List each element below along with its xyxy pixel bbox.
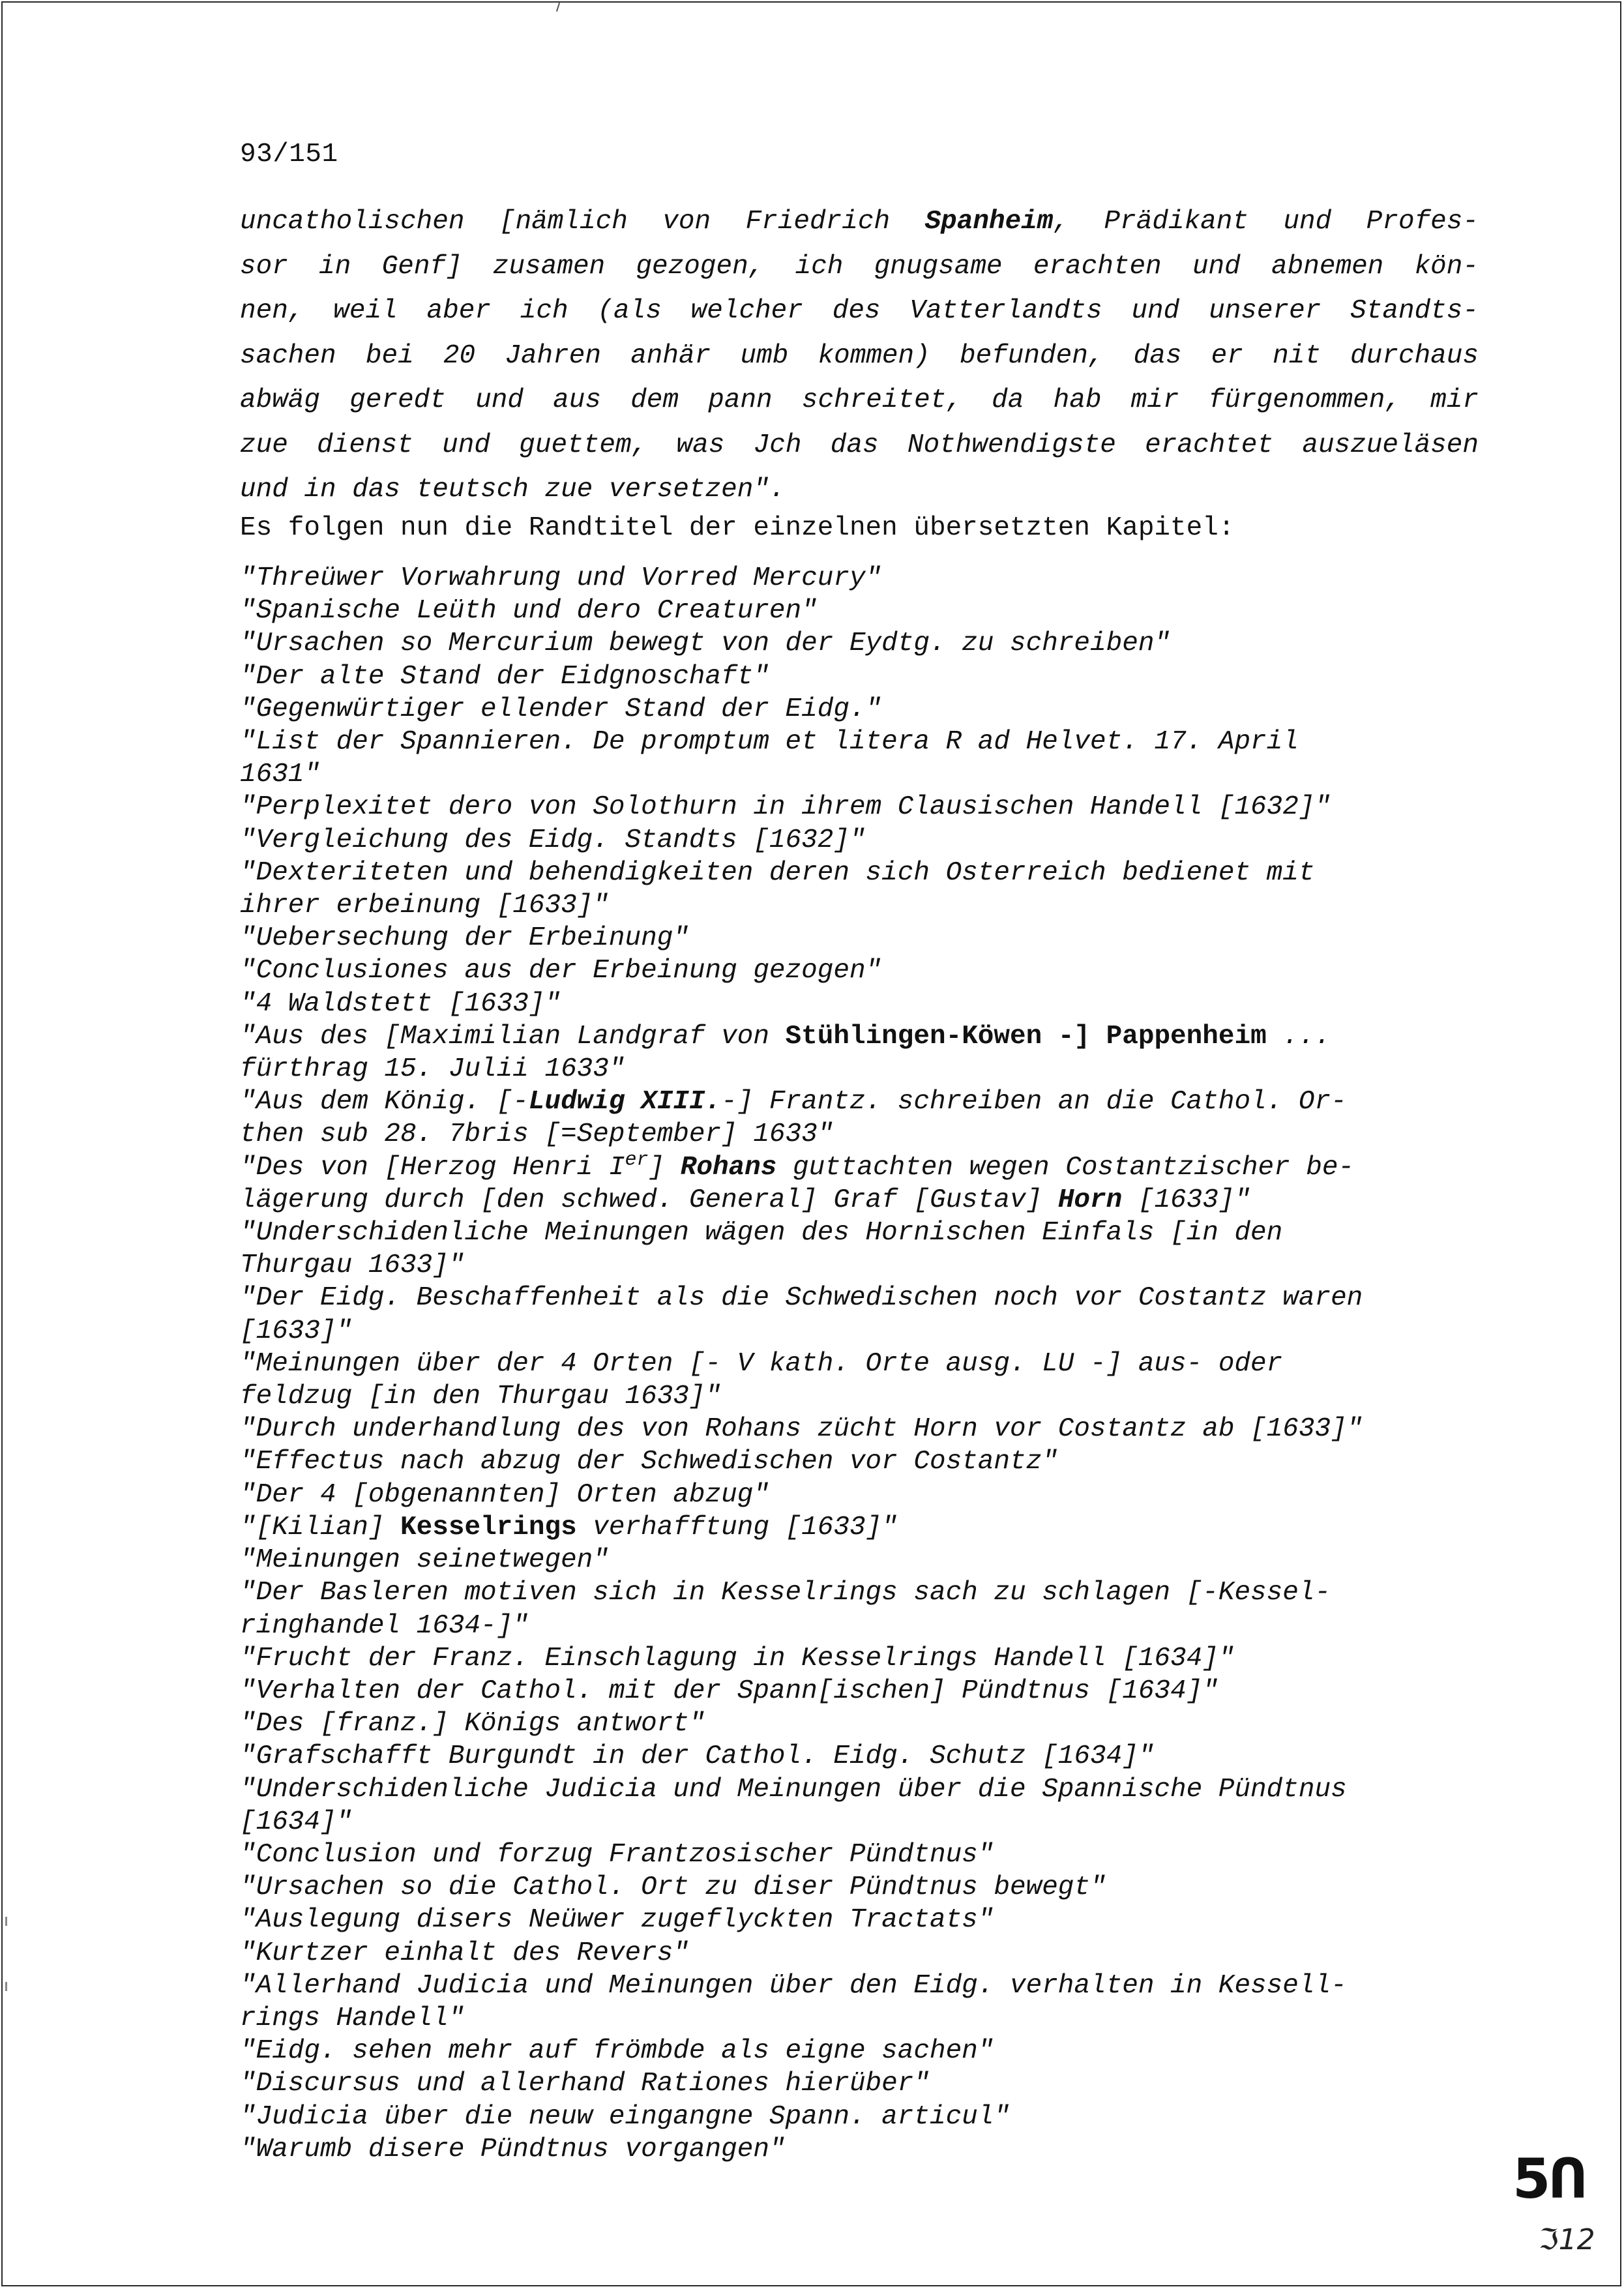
chapter-title-line xyxy=(240,1380,1479,1413)
text-run: verhafftung [1633]" xyxy=(576,1512,898,1543)
bold-name: Stühlingen-Köwen -] xyxy=(785,1021,1091,1052)
chapter-title-line xyxy=(240,562,1479,595)
text-run: "Ursachen so Mercurium bewegt von der Eydtg. zu schreiben" xyxy=(240,628,1171,659)
chapter-title-line xyxy=(240,1217,1479,1249)
text-run: "Gegenwürtiger ellender Stand der Eidg." xyxy=(240,694,882,724)
text-run: "Dexteriteten und behendigkeiten deren sich Osterreich bedienet mit xyxy=(240,857,1315,888)
chapter-title-line xyxy=(240,1348,1479,1380)
text-run: [1633]" xyxy=(240,1316,353,1346)
chapter-title-line xyxy=(240,889,1479,922)
text-run: "Meinungen seinetwegen" xyxy=(240,1545,609,1576)
text-run: "Durch underhandlung des von Rohans zücht Horn vor Costantz ab [1633]" xyxy=(240,1414,1363,1445)
chapter-title-line xyxy=(240,2067,1479,2100)
margin-mark xyxy=(5,1982,7,1991)
text-run: "Underschidenliche Judicia und Meinungen über die Spannische Pündtnus xyxy=(240,1774,1347,1805)
text-run: ringhandel 1634-]" xyxy=(240,1610,529,1641)
bold-name: Horn xyxy=(1057,1185,1123,1215)
text-run: nen, weil aber ich (als welcher des Vatterlandts und unserer Standts- xyxy=(240,296,1479,326)
text-run: "Vergleichung des Eidg. Standts [1632]" xyxy=(240,825,866,855)
chapter-title-line xyxy=(240,2035,1479,2067)
chapter-title-line xyxy=(240,1511,1479,1544)
chapter-title-line xyxy=(240,1249,1479,1282)
chapter-title-line xyxy=(240,660,1479,693)
chapter-title-line xyxy=(240,1020,1479,1053)
text-run: "Kurtzer einhalt des Revers" xyxy=(240,1938,689,1968)
text-run: "Threüwer Vorwahrung und Vorred Mercury" xyxy=(240,563,882,593)
text-run: "4 Waldstett [1633]" xyxy=(240,988,561,1019)
chapter-title-line xyxy=(240,1118,1479,1151)
bold-name: Kesselrings xyxy=(400,1512,577,1543)
chapter-title-list xyxy=(240,562,1479,2166)
paragraph-line xyxy=(240,378,1479,423)
text-run: "Des von [Herzog Henri I xyxy=(240,1152,625,1183)
text-run: ] xyxy=(648,1152,681,1183)
text-run: "Perplexitet dero von Solothurn in ihrem Clausischen Handell [1632]" xyxy=(240,792,1331,823)
text-run: "Aus des [Maximilian Landgraf von xyxy=(240,1021,786,1052)
chapter-title-line xyxy=(240,758,1479,791)
paragraph-line xyxy=(240,334,1479,379)
text-run: sachen bei 20 Jahren anhär umb kommen) befunden, das er nit durchaus xyxy=(240,340,1479,371)
text-run: "Spanische Leüth und dero Creaturen" xyxy=(240,596,818,627)
text-run: , Prädikant und Profes- xyxy=(1053,207,1479,237)
chapter-title-line xyxy=(240,627,1479,660)
text-run: "[Kilian] xyxy=(240,1512,401,1543)
text-run: "Der Basleren motiven sich in Kesselrings sach zu schlagen [-Kessel- xyxy=(240,1578,1331,1608)
chapter-title-line xyxy=(240,1610,1479,1642)
paragraph-line xyxy=(240,199,1479,244)
chapter-title-line xyxy=(240,726,1479,758)
text-run: "Conclusiones aus der Erbeinung gezogen" xyxy=(240,956,882,986)
text-run: [1634]" xyxy=(240,1807,353,1837)
text-run: 1631" xyxy=(240,760,321,790)
chapter-title-line xyxy=(240,1413,1479,1445)
text-run: "Uebersechung der Erbeinung" xyxy=(240,923,689,954)
chapter-title-line xyxy=(240,1576,1479,1609)
chapter-title-line xyxy=(240,1479,1479,1511)
text-run: feldzug [in den Thurgau 1633]" xyxy=(240,1381,722,1412)
chapter-title-line xyxy=(240,2002,1479,2035)
chapter-title-line xyxy=(240,2133,1479,2166)
text-run: zue dienst und guettem, was Jch das Nothwendigste erachtet auszueläsen xyxy=(240,430,1479,460)
text-run: "Der Eidg. Beschaffenheit als die Schwedischen noch vor Costantz waren xyxy=(240,1283,1363,1314)
chapter-title-line xyxy=(240,1773,1479,1806)
text-run: "Ursachen so die Cathol. Ort zu diser Pündtnus bewegt" xyxy=(240,1872,1106,1903)
text-run: "Effectus nach abzug der Schwedischen vor Costantz" xyxy=(240,1447,1058,1477)
text-run: then sub 28. 7bris [=September] 1633" xyxy=(240,1119,834,1150)
text-run: sor in Genf] zusamen gezogen, ich gnugsame erachten und abnemen kön- xyxy=(240,251,1479,282)
folio-stamp-sub: ℑ12 xyxy=(1539,2223,1595,2256)
text-run: "Underschidenliche Meinungen wägen des Hornischen Einfals [in den xyxy=(240,1218,1283,1248)
text-run: "Warumb disere Pündtnus vorgangen" xyxy=(240,2134,786,2164)
chapter-title-line xyxy=(240,1053,1479,1085)
bold-name: Ludwig XIII. xyxy=(528,1087,722,1117)
chapter-title-line xyxy=(240,595,1479,627)
text-run: guttachten wegen Costantzischer be- xyxy=(776,1152,1355,1183)
text-run: "Frucht der Franz. Einschlagung in Kesselrings Handell [1634]" xyxy=(240,1643,1235,1674)
chapter-title-line xyxy=(240,954,1479,987)
chapter-title-line xyxy=(240,988,1479,1020)
text-run: "Conclusion und forzug Frantzosischer Pündtnus" xyxy=(240,1839,994,1870)
superscript: er xyxy=(625,1149,649,1171)
text-run: "Meinungen über der 4 Orten [- V kath. Orte ausg. LU -] aus- oder xyxy=(240,1348,1283,1379)
chapter-title-line xyxy=(240,1642,1479,1675)
chapter-title-line xyxy=(240,2101,1479,2133)
text-run: abwäg geredt und aus dem pann schreitet, da hab mir fürgenommen, mir xyxy=(240,385,1479,415)
intro-line: Es folgen nun die Randtitel der einzelnen übersetzten Kapitel: xyxy=(240,513,1235,543)
chapter-title-line xyxy=(240,693,1479,726)
bold-name: Rohans xyxy=(680,1152,777,1183)
text-run: ... xyxy=(1266,1021,1331,1052)
text-run: "Discursus und allerhand Rationes hierüber" xyxy=(240,2069,930,2099)
text-run: ihrer erbeinung [1633]" xyxy=(240,891,609,921)
text-run: "Judicia über die neuw eingangne Spann. articul" xyxy=(240,2101,1010,2132)
folio-stamp: 5Ո xyxy=(1513,2147,1586,2211)
text-run: fürthrag 15. Julii 1633" xyxy=(240,1054,625,1085)
chapter-title-line xyxy=(240,1904,1479,1936)
chapter-title-line xyxy=(240,1871,1479,1904)
margin-mark xyxy=(5,1917,7,1926)
bold-name: Pappenheim xyxy=(1106,1021,1267,1052)
text-run: "Des [franz.] Königs antwort" xyxy=(240,1709,705,1739)
text-run: "Aus dem König. [- xyxy=(240,1087,529,1117)
paragraph-line xyxy=(240,289,1479,334)
chapter-title-line xyxy=(240,1707,1479,1740)
chapter-title-line xyxy=(240,791,1479,823)
paragraph-line xyxy=(240,423,1479,468)
text-run: Thurgau 1633]" xyxy=(240,1250,465,1281)
paragraph-line xyxy=(240,467,1479,512)
paragraph-line xyxy=(240,244,1479,289)
chapter-title-line xyxy=(240,1085,1479,1118)
text-run: "Grafschafft Burgundt in der Cathol. Eidg. Schutz [1634]" xyxy=(240,1741,1155,1772)
text-run: "List der Spannieren. De promptum et litera R ad Helvet. 17. April xyxy=(240,727,1299,758)
text-run: "Eidg. sehen mehr auf frömbde als eigne sachen" xyxy=(240,2036,994,2067)
chapter-title-line xyxy=(240,1806,1479,1839)
chapter-title-line xyxy=(240,1937,1479,1970)
chapter-title-line xyxy=(240,1282,1479,1314)
chapter-title-line xyxy=(240,1740,1479,1773)
chapter-title-line xyxy=(240,1839,1479,1871)
chapter-title-line xyxy=(240,857,1479,889)
text-run: uncatholischen [nämlich von Friedrich xyxy=(240,207,925,237)
chapter-title-line xyxy=(240,1544,1479,1576)
text-run: "Verhalten der Cathol. mit der Spann[ischen] Pündtnus [1634]" xyxy=(240,1676,1218,1706)
text-run xyxy=(1090,1022,1106,1052)
page-number: 93/151 xyxy=(240,140,338,170)
chapter-title-line xyxy=(240,922,1479,954)
text-run: lägerung durch [den schwed. General] Graf [Gustav] xyxy=(240,1185,1058,1215)
chapter-title-line xyxy=(240,1151,1479,1184)
text-run: rings Handell" xyxy=(240,2003,465,2033)
text-run: und in das teutsch zue versetzen". xyxy=(240,475,786,505)
chapter-title-line xyxy=(240,1184,1479,1217)
chapter-title-line xyxy=(240,1675,1479,1707)
text-run: [1633]" xyxy=(1122,1185,1251,1215)
text-run: "Allerhand Judicia und Meinungen über den Eidg. verhalten in Kessell- xyxy=(240,1970,1347,2001)
text-run: "Auslegung disers Neüwer zugeflyckten Tractats" xyxy=(240,1905,994,1936)
text-run: "Der alte Stand der Eidgnoschaft" xyxy=(240,661,769,692)
chapter-title-line xyxy=(240,1970,1479,2002)
chapter-title-line xyxy=(240,824,1479,857)
chapter-title-line xyxy=(240,1445,1479,1478)
bold-name: Spanheim xyxy=(924,207,1054,237)
body-paragraph xyxy=(240,199,1479,512)
text-run: -] Frantz. schreiben an die Cathol. Or- xyxy=(721,1087,1347,1117)
text-run: "Der 4 [obgenannten] Orten abzug" xyxy=(240,1479,769,1510)
chapter-title-line xyxy=(240,1315,1479,1348)
